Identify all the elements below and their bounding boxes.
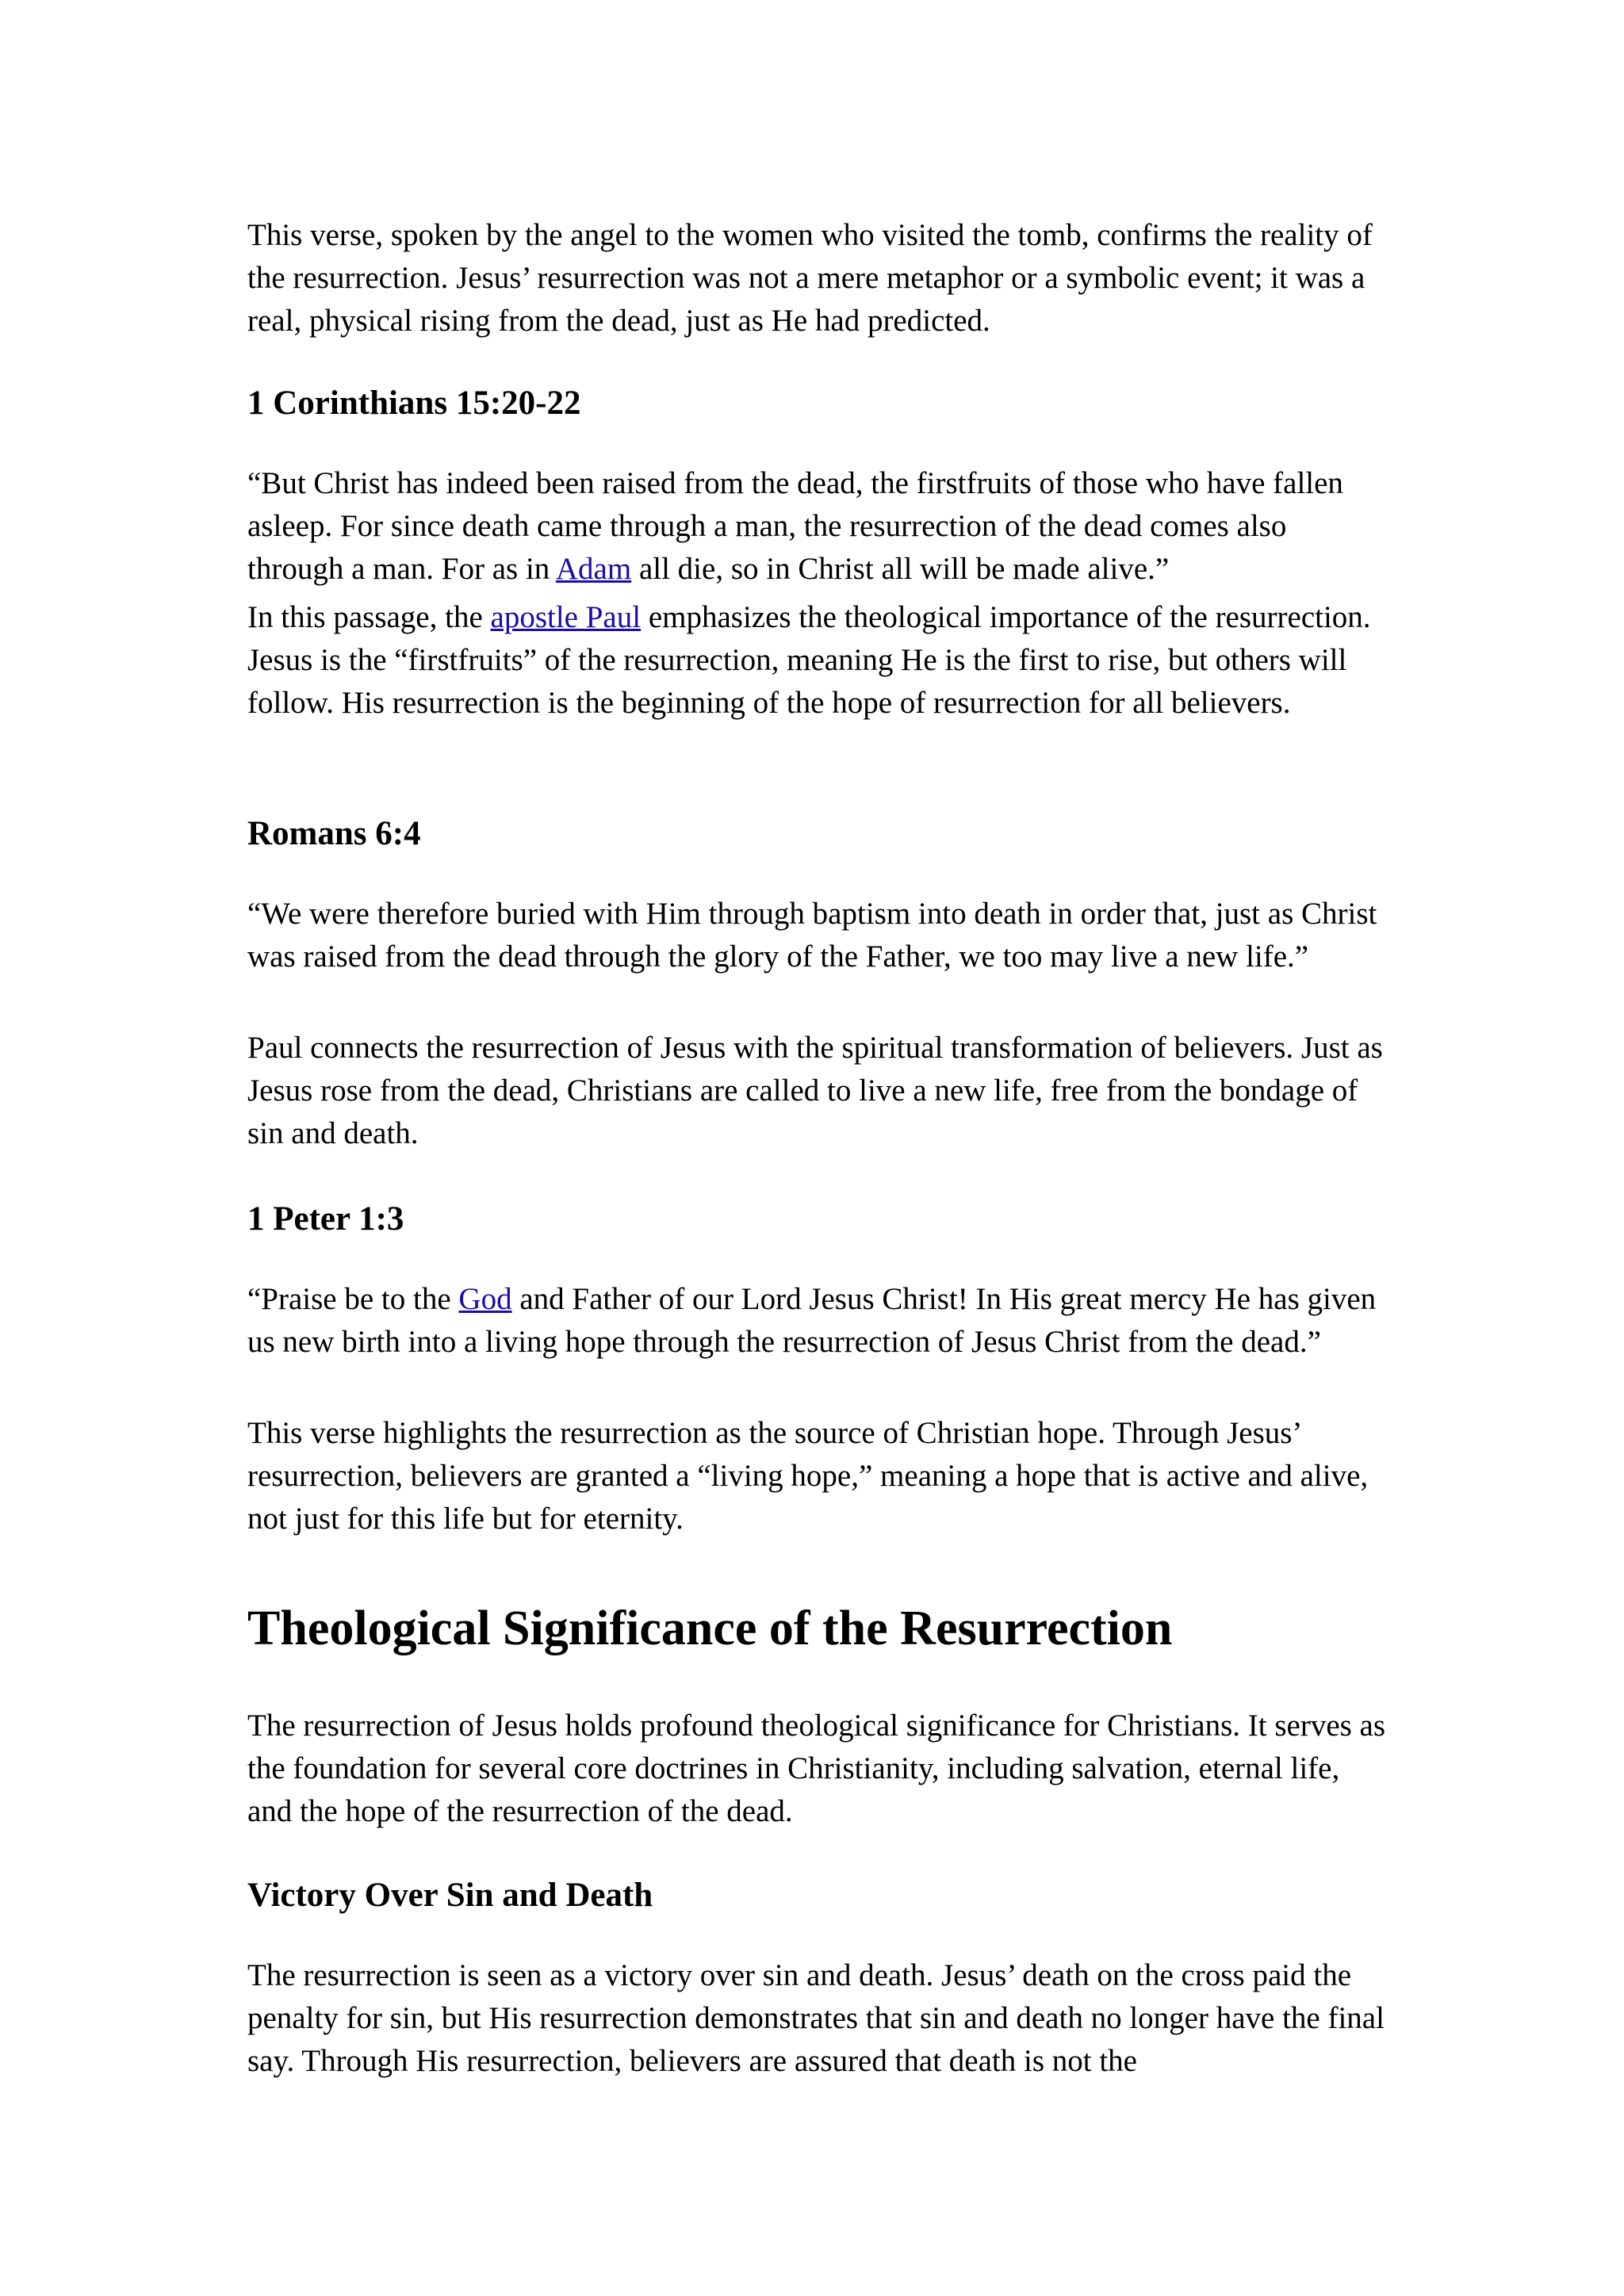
peter-commentary: This verse highlights the resurrection as the source of Christian hope. Through Jesus’ resurrection, believers are granted a “living hope,” meaning a hope that is active and alive, not just for this life but for eternity.	[247, 1416, 1369, 1536]
theological-paragraph: The resurrection of Jesus holds profound theological significance for Christians. It serves as the foundation for several core doctrines in Christianity, including salvation, eternal life, and the hope of the resurrection of the dead.	[247, 1709, 1386, 1828]
adam-link[interactable]: Adam	[555, 552, 632, 586]
romans-quote: “We were therefore buried with Him through baptism into death in order that, just as Christ was raised from the dead through the glory of the Father, we too may live a new life.”	[247, 897, 1377, 974]
peter-quote-text: “Praise be to the	[247, 1282, 459, 1316]
peter-quote-text-end: and Father of our Lord Jesus Christ! In His great mercy He has given us new birth into a living hope through the resurrection of Jesus Christ from the dead.”	[247, 1282, 1377, 1359]
corinthians-commentary-text-end: emphasizes the theological importance of the resurrection. Jesus is the “firstfruits” of the resurrection, meaning He is the first to rise, but others will follow. His resurrection is the beginning of the hope of resurrection for all believers.	[247, 600, 1371, 720]
apostle-paul-link[interactable]: apostle Paul	[490, 600, 642, 634]
god-link[interactable]: God	[458, 1282, 512, 1316]
corinthians-quote	[247, 462, 1389, 591]
heading-victory-over-sin: Victory Over Sin and Death	[247, 1877, 653, 1914]
heading-theological-significance: Theological Significance of the Resurrection	[247, 1601, 1173, 1655]
peter-quote	[247, 1278, 1389, 1364]
heading-1-peter: 1 Peter 1:3	[247, 1200, 404, 1238]
heading-romans: Romans 6:4	[247, 815, 421, 852]
corinthians-commentary-text: In this passage, the	[247, 600, 491, 634]
corinthians-quote-text-end: all die, so in Christ all will be made alive.”	[631, 552, 1170, 586]
corinthians-commentary	[247, 596, 1389, 725]
corinthians-quote-text: “But Christ has indeed been raised from the dead, the firstfruits of those who have fallen asleep. For since death came through a man, the resurrection of the dead comes also through a man. For as in	[247, 466, 1343, 586]
romans-commentary: Paul connects the resurrection of Jesus with the spiritual transformation of believers. Just as Jesus rose from the dead, Christians are called to live a new life, free from the bondage of sin and death.	[247, 1031, 1383, 1150]
victory-paragraph: The resurrection is seen as a victory over sin and death. Jesus’ death on the cross paid the penalty for sin, but His resurrection demonstrates that sin and death no longer have the final say. Through His resurrection, believers are assured that death is not the	[247, 1958, 1385, 2078]
intro-paragraph: This verse, spoken by the angel to the women who visited the tomb, confirms the reality of the resurrection. Jesus’ resurrection was not a mere metaphor or a symbolic event; it was a real, physical rising from the dead, just as He had predicted.	[247, 218, 1373, 338]
heading-1-corinthians: 1 Corinthians 15:20-22	[247, 385, 581, 422]
